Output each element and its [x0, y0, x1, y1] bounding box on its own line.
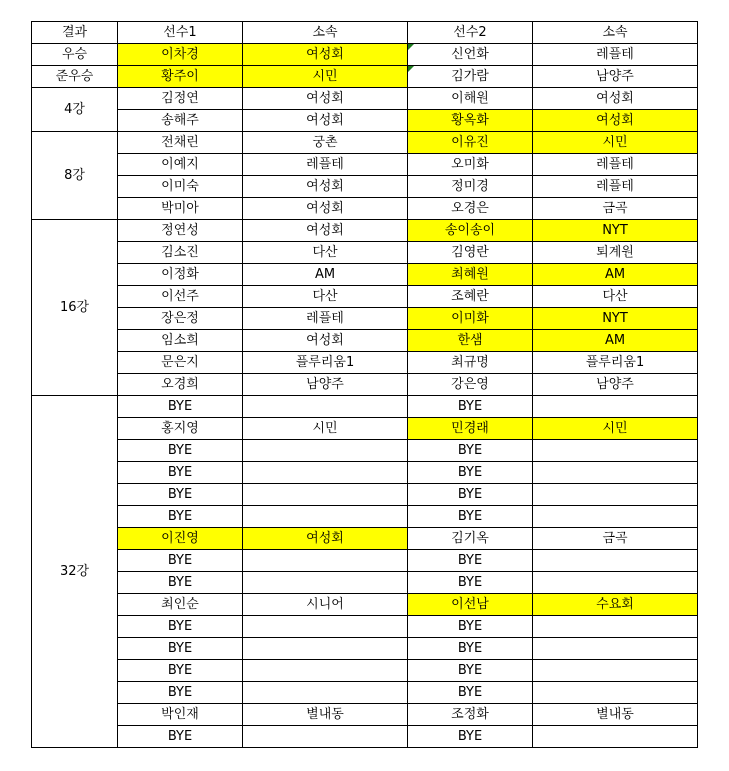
match-row — [32, 726, 698, 748]
match-row — [32, 352, 698, 374]
player1-cell: BYE — [118, 616, 243, 638]
round-label: 8강 — [32, 132, 118, 220]
match-row — [32, 66, 698, 88]
player1-cell: BYE — [118, 396, 243, 418]
player1-cell: 임소희 — [118, 330, 243, 352]
affiliation1-cell: 여성회 — [243, 110, 408, 132]
affiliation2-cell: 남양주 — [533, 66, 698, 88]
affiliation2-cell: 별내동 — [533, 704, 698, 726]
header-row — [32, 22, 698, 44]
player2-cell: 정미경 — [408, 176, 533, 198]
affiliation1-cell — [243, 682, 408, 704]
affiliation1-cell — [243, 396, 408, 418]
affiliation1-cell — [243, 638, 408, 660]
affiliation2-cell — [533, 572, 698, 594]
player2-cell: BYE — [408, 682, 533, 704]
match-row — [32, 374, 698, 396]
player2-cell: BYE — [408, 440, 533, 462]
affiliation1-cell — [243, 484, 408, 506]
affiliation1-cell: 남양주 — [243, 374, 408, 396]
player1-cell: 문은지 — [118, 352, 243, 374]
affiliation1-cell — [243, 440, 408, 462]
player1-cell: 황주이 — [118, 66, 243, 88]
player2-cell: BYE — [408, 550, 533, 572]
affiliation2-cell — [533, 462, 698, 484]
player1-cell: BYE — [118, 506, 243, 528]
affiliation2-cell: 레플테 — [533, 176, 698, 198]
player1-cell: BYE — [118, 638, 243, 660]
player2-cell: 이해원 — [408, 88, 533, 110]
affiliation2-cell: 시민 — [533, 132, 698, 154]
match-row — [32, 418, 698, 440]
affiliation2-cell — [533, 616, 698, 638]
player2-cell: 오미화 — [408, 154, 533, 176]
player1-cell: 정연성 — [118, 220, 243, 242]
affiliation2-cell: 레플테 — [533, 154, 698, 176]
match-row — [32, 132, 698, 154]
round-label: 4강 — [32, 88, 118, 132]
affiliation1-cell: 시민 — [243, 66, 408, 88]
affiliation2-cell: 퇴계원 — [533, 242, 698, 264]
affiliation1-cell: 여성회 — [243, 176, 408, 198]
affiliation1-cell: 여성회 — [243, 198, 408, 220]
match-row — [32, 704, 698, 726]
match-row — [32, 660, 698, 682]
player2-cell: BYE — [408, 484, 533, 506]
player2-cell: BYE — [408, 572, 533, 594]
match-row — [32, 44, 698, 66]
affiliation2-cell — [533, 550, 698, 572]
round-label: 우승 — [32, 44, 118, 66]
player2-cell: 황옥화 — [408, 110, 533, 132]
affiliation1-cell: 여성회 — [243, 44, 408, 66]
match-row — [32, 176, 698, 198]
round-label: 준우승 — [32, 66, 118, 88]
match-row — [32, 550, 698, 572]
affiliation2-cell: 플루리움1 — [533, 352, 698, 374]
match-row — [32, 154, 698, 176]
match-row — [32, 88, 698, 110]
header-affiliation1: 소속 — [243, 22, 408, 44]
affiliation1-cell: 다산 — [243, 242, 408, 264]
player1-cell: BYE — [118, 550, 243, 572]
affiliation2-cell — [533, 660, 698, 682]
affiliation2-cell — [533, 396, 698, 418]
affiliation2-cell — [533, 638, 698, 660]
affiliation1-cell: AM — [243, 264, 408, 286]
player1-cell: 전채린 — [118, 132, 243, 154]
affiliation1-cell: 여성회 — [243, 220, 408, 242]
player1-cell: BYE — [118, 660, 243, 682]
match-row — [32, 286, 698, 308]
player2-cell: BYE — [408, 616, 533, 638]
match-row — [32, 572, 698, 594]
player2-cell: 이미화 — [408, 308, 533, 330]
affiliation2-cell — [533, 484, 698, 506]
player2-cell: BYE — [408, 660, 533, 682]
affiliation2-cell: 다산 — [533, 286, 698, 308]
player1-cell: 이정화 — [118, 264, 243, 286]
affiliation2-cell — [533, 440, 698, 462]
player2-cell: 한샘 — [408, 330, 533, 352]
header-player2: 선수2 — [408, 22, 533, 44]
affiliation2-cell: AM — [533, 330, 698, 352]
affiliation2-cell: 금곡 — [533, 198, 698, 220]
match-row — [32, 396, 698, 418]
player2-cell: BYE — [408, 462, 533, 484]
player1-cell: 김소진 — [118, 242, 243, 264]
match-row — [32, 638, 698, 660]
affiliation2-cell: 금곡 — [533, 528, 698, 550]
match-row — [32, 682, 698, 704]
affiliation1-cell — [243, 462, 408, 484]
player1-cell: 오경희 — [118, 374, 243, 396]
affiliation1-cell — [243, 726, 408, 748]
affiliation2-cell: 여성회 — [533, 88, 698, 110]
player1-cell: BYE — [118, 726, 243, 748]
affiliation1-cell: 레플테 — [243, 308, 408, 330]
affiliation2-cell — [533, 506, 698, 528]
player2-cell: 송이송이 — [408, 220, 533, 242]
match-row — [32, 616, 698, 638]
affiliation1-cell: 플루리움1 — [243, 352, 408, 374]
match-row — [32, 594, 698, 616]
affiliation2-cell: 여성회 — [533, 110, 698, 132]
player2-cell: BYE — [408, 506, 533, 528]
player2-cell: BYE — [408, 726, 533, 748]
player2-cell: 이선남 — [408, 594, 533, 616]
match-row — [32, 242, 698, 264]
player1-cell: 김정연 — [118, 88, 243, 110]
player2-cell: 김기옥 — [408, 528, 533, 550]
round-label: 32강 — [32, 396, 118, 748]
player1-cell: 이미숙 — [118, 176, 243, 198]
affiliation1-cell: 여성회 — [243, 528, 408, 550]
affiliation1-cell: 레플테 — [243, 154, 408, 176]
affiliation1-cell: 시민 — [243, 418, 408, 440]
affiliation2-cell: NYT — [533, 220, 698, 242]
player1-cell: 이차경 — [118, 44, 243, 66]
player1-cell: 이선주 — [118, 286, 243, 308]
player1-cell: 송해주 — [118, 110, 243, 132]
player2-cell: 오경은 — [408, 198, 533, 220]
player2-cell: 조혜란 — [408, 286, 533, 308]
match-row — [32, 506, 698, 528]
round-label: 16강 — [32, 220, 118, 396]
match-row — [32, 308, 698, 330]
affiliation2-cell — [533, 682, 698, 704]
affiliation2-cell: 수요회 — [533, 594, 698, 616]
affiliation2-cell — [533, 726, 698, 748]
player2-cell: BYE — [408, 396, 533, 418]
tournament-results-table — [31, 21, 698, 748]
affiliation1-cell: 다산 — [243, 286, 408, 308]
player2-cell: 강은영 — [408, 374, 533, 396]
match-row — [32, 484, 698, 506]
player1-cell: 이진영 — [118, 528, 243, 550]
affiliation1-cell — [243, 550, 408, 572]
player1-cell: 이예지 — [118, 154, 243, 176]
affiliation2-cell: AM — [533, 264, 698, 286]
player1-cell: 장은정 — [118, 308, 243, 330]
affiliation2-cell: 시민 — [533, 418, 698, 440]
player1-cell: 박미아 — [118, 198, 243, 220]
player1-cell: BYE — [118, 682, 243, 704]
affiliation1-cell: 여성회 — [243, 88, 408, 110]
player1-cell: 최인순 — [118, 594, 243, 616]
player2-cell: 조정화 — [408, 704, 533, 726]
affiliation2-cell: 남양주 — [533, 374, 698, 396]
match-row — [32, 110, 698, 132]
player1-cell: 홍지영 — [118, 418, 243, 440]
affiliation2-cell: NYT — [533, 308, 698, 330]
match-row — [32, 198, 698, 220]
player1-cell: BYE — [118, 484, 243, 506]
player1-cell: BYE — [118, 462, 243, 484]
player2-cell: 신언화 — [408, 44, 533, 66]
affiliation1-cell: 별내동 — [243, 704, 408, 726]
affiliation1-cell: 궁촌 — [243, 132, 408, 154]
player1-cell: BYE — [118, 440, 243, 462]
affiliation1-cell — [243, 572, 408, 594]
player1-cell: 박인재 — [118, 704, 243, 726]
match-row — [32, 462, 698, 484]
header-affiliation2: 소속 — [533, 22, 698, 44]
player2-cell: 김영란 — [408, 242, 533, 264]
header-player1: 선수1 — [118, 22, 243, 44]
affiliation1-cell — [243, 660, 408, 682]
player2-cell: 이유진 — [408, 132, 533, 154]
player2-cell: 민경래 — [408, 418, 533, 440]
player2-cell: 최혜원 — [408, 264, 533, 286]
affiliation1-cell: 시니어 — [243, 594, 408, 616]
match-row — [32, 528, 698, 550]
affiliation1-cell — [243, 506, 408, 528]
affiliation2-cell: 레플테 — [533, 44, 698, 66]
match-row — [32, 264, 698, 286]
match-row — [32, 330, 698, 352]
player1-cell: BYE — [118, 572, 243, 594]
bracket-body — [32, 44, 698, 748]
player2-cell: BYE — [408, 638, 533, 660]
match-row — [32, 440, 698, 462]
affiliation1-cell: 여성회 — [243, 330, 408, 352]
match-row — [32, 220, 698, 242]
player2-cell: 김가람 — [408, 66, 533, 88]
affiliation1-cell — [243, 616, 408, 638]
player2-cell: 최규명 — [408, 352, 533, 374]
header-result: 결과 — [32, 22, 118, 44]
